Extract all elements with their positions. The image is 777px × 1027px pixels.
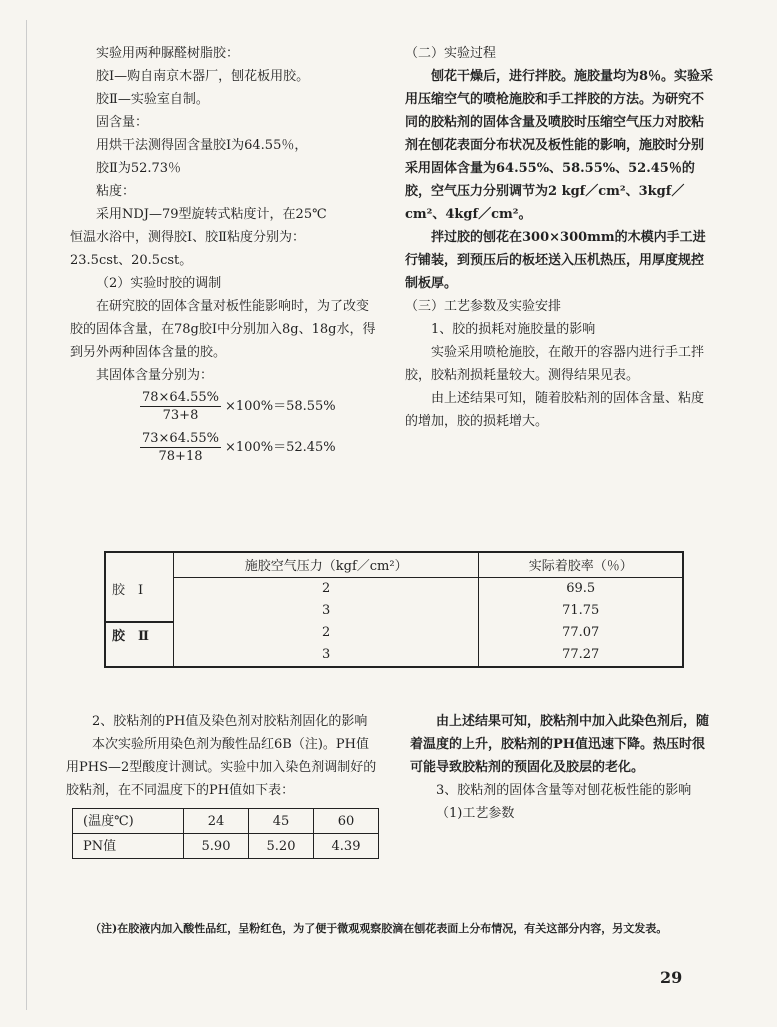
formula-tail: ×100%＝58.55% — [225, 399, 336, 414]
table-cell: (温度℃) — [73, 809, 184, 834]
group-label: 胶 Ⅱ — [105, 622, 174, 667]
table-row — [105, 577, 683, 600]
table-cell: 2 — [174, 577, 479, 600]
paragraph: 在研究胶的固体含量对板性能影响时，为了改变胶的固体含量，在78g胶Ⅰ中分别加入8g、18g水，得到另外两种固体含量的胶。 — [70, 299, 376, 360]
ph-table — [72, 808, 379, 859]
formula-numerator: 73×64.55% — [142, 431, 220, 446]
table-header: 实际着胶率（％） — [479, 552, 683, 577]
table-cell: 71.75 — [479, 600, 683, 622]
table-cell: 77.27 — [479, 644, 683, 667]
table-cell: 3 — [174, 644, 479, 667]
table-row — [73, 809, 379, 834]
table-row — [73, 834, 379, 859]
bottom-left-column — [66, 710, 378, 859]
text-line: 粘度： — [96, 184, 136, 199]
glue-loss-table — [104, 551, 684, 668]
text-line: 用烘干法测得固含量胶Ⅰ为64.55％， — [96, 138, 308, 153]
table-row — [105, 600, 683, 622]
table-header: 施胶空气压力（kgf／cm²） — [174, 552, 479, 577]
table-header-row — [105, 552, 683, 577]
paragraph: 由上述结果可知，胶粘剂中加入此染色剂后，随着温度的上升，胶粘剂的PH值迅速下降。热压时很可能导致胶粘剂的预固化及胶层的老化。 — [410, 714, 710, 775]
text-line: 实验用两种脲醛树脂胶： — [96, 46, 240, 61]
section-heading: （二）实验过程 — [405, 46, 497, 61]
group-label: 胶 Ⅰ — [105, 577, 174, 622]
text-line: 其固体含量分别为： — [96, 368, 214, 383]
table-cell — [105, 552, 174, 577]
text-line: 胶Ⅰ—购自南京木器厂，刨花板用胶。 — [96, 69, 310, 84]
section-heading: （2）实验时胶的调制 — [96, 276, 222, 291]
text-line: 固含量： — [96, 115, 149, 130]
table-cell: 77.07 — [479, 622, 683, 644]
table-row — [105, 644, 683, 667]
left-column — [70, 42, 380, 471]
table-cell: 5.20 — [249, 834, 314, 859]
table-row — [105, 622, 683, 644]
paragraph: 本次实验所用染色剂为酸性品红6B（注)。PH值用PHS—2型酸度计测试。实验中加入染色剂调制好的胶粘剂，在不同温度下的PH值如下表： — [66, 737, 377, 798]
table-cell: 2 — [174, 622, 479, 644]
bottom-right-column — [410, 710, 715, 825]
subsection-heading: 2、胶粘剂的PH值及染色剂对胶粘剂固化的影响 — [92, 714, 368, 729]
formula-denominator: 73+8 — [162, 408, 199, 423]
text-line: 23.5cst、20.5cst。 — [70, 253, 193, 268]
table-cell: 69.5 — [479, 577, 683, 600]
right-column — [405, 42, 715, 433]
paragraph: 实验采用喷枪施胶，在敞开的容器内进行手工拌胶，胶粘剂损耗量较大。测得结果见表。 — [405, 345, 705, 383]
formula-numerator: 78×64.55% — [142, 390, 220, 405]
page-number: 29 — [660, 968, 683, 987]
formula-denominator: 78+18 — [158, 449, 203, 464]
text-line: 胶Ⅱ为52.73％ — [96, 161, 182, 176]
text-line: 采用NDJ—79型旋转式粘度计，在25℃ — [96, 207, 327, 222]
subsection-heading: （1)工艺参数 — [436, 806, 515, 821]
text-line: 恒温水浴中，测得胶Ⅰ、胶Ⅱ粘度分别为： — [70, 230, 305, 245]
paragraph: 拌过胶的刨花在300×300mm的木模内手工进行铺装，到预压后的板坯送入压机热压，用厚度规控制板厚。 — [405, 230, 706, 291]
table-cell: 3 — [174, 600, 479, 622]
margin-rule — [26, 20, 27, 1010]
text-line: 胶Ⅱ—实验室自制。 — [96, 92, 209, 107]
subsection-heading: 3、胶粘剂的固体含量等对刨花板性能的影响 — [436, 783, 692, 798]
table-cell: 5.90 — [184, 834, 249, 859]
table-cell: 60 — [314, 809, 379, 834]
table-cell: 45 — [249, 809, 314, 834]
formula-2 — [140, 430, 380, 465]
table-cell: PN值 — [73, 834, 184, 859]
table-cell: 24 — [184, 809, 249, 834]
footnote: （注)在胶液内加入酸性品红，呈粉红色，为了便于微观观察胶滴在刨花表面上分布情况，有关这部分内容，另文发表。 — [90, 922, 668, 935]
formula-1 — [140, 389, 380, 424]
table-cell: 4.39 — [314, 834, 379, 859]
section-heading: （三）工艺参数及实验安排 — [405, 299, 562, 314]
paragraph: 由上述结果可知，随着胶粘剂的固体含量、粘度的增加，胶的损耗增大。 — [405, 391, 705, 429]
formula-tail: ×100%＝52.45% — [225, 440, 336, 455]
paragraph: 刨花干燥后，进行拌胶。施胶量均为8％。实验采用压缩空气的喷枪施胶和手工拌胶的方法。为研究不同的胶粘剂的固体含量及喷胶时压缩空气压力对胶粘剂在刨花表面分布状况及板性能的影响，施胶时分别采用固体含量为64.55%、58.55%、52.45％的胶，空气压力分别调节为2 kgf／cm²、3kgf／cm²、4kgf／cm²。 — [405, 69, 714, 222]
subsection-heading: 1、胶的损耗对施胶量的影响 — [431, 322, 596, 337]
